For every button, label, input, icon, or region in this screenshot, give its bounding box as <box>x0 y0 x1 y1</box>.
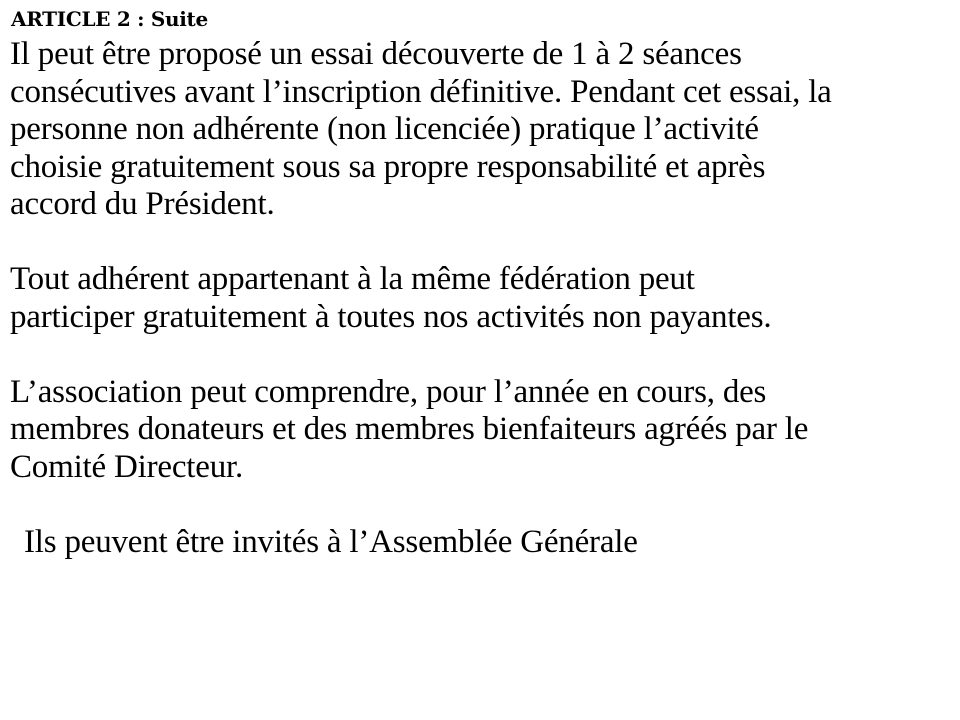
text-line: accord du Président. <box>10 186 275 222</box>
paragraph-spacer <box>10 486 955 524</box>
paragraph-donor-members <box>10 374 955 487</box>
text-line: participer gratuitement à toutes nos activités non payantes. <box>10 298 772 335</box>
text-line: Comité Directeur. <box>10 448 244 485</box>
paragraph-spacer <box>10 224 955 262</box>
text-line: Tout adhérent appartenant à la même fédération peut <box>10 261 695 297</box>
paragraph-general-assembly <box>10 524 955 562</box>
paragraph-trial-session <box>10 36 955 224</box>
paragraph-spacer <box>10 336 955 374</box>
text-line: membres donateurs et des membres bienfaiteurs agréés par le <box>10 411 809 447</box>
article-heading: ARTICLE 2 : Suite <box>11 7 208 31</box>
text-line: L’association peut comprendre, pour l’année en cours, des <box>10 373 767 410</box>
article-body <box>10 36 955 561</box>
text-line: personne non adhérente (non licenciée) pratique l’activité <box>10 111 759 147</box>
paragraph-federation-members <box>10 261 955 336</box>
text-line: consécutives avant l’inscription définitive. Pendant cet essai, la <box>10 73 832 110</box>
text-line: Ils peuvent être invités à l’Assemblée Générale <box>24 523 638 560</box>
text-line: choisie gratuitement sous sa propre responsabilité et après <box>10 148 766 185</box>
text-line: Il peut être proposé un essai découverte de 1 à 2 séances <box>10 36 742 72</box>
